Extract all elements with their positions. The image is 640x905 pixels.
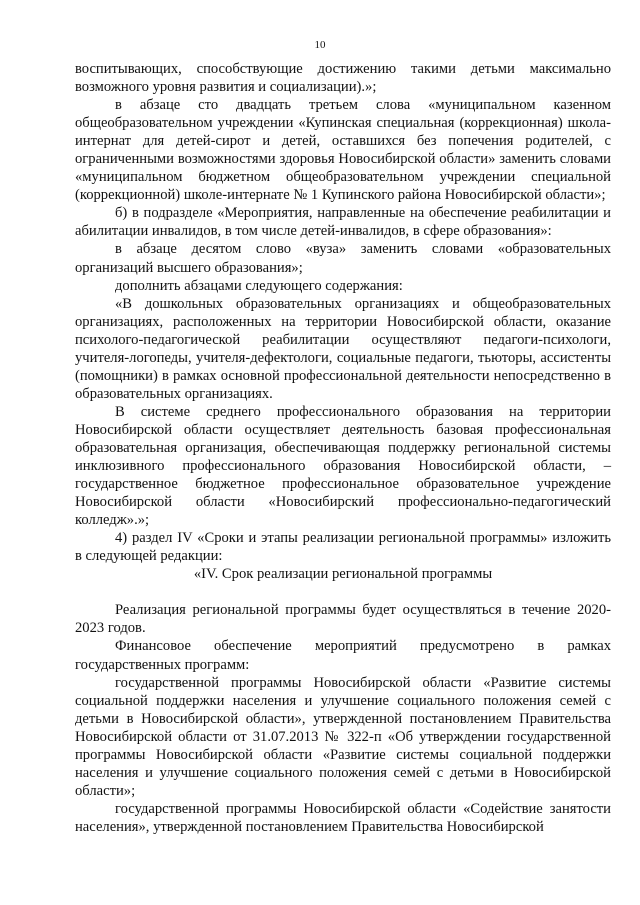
paragraph-8: 4) раздел IV «Сроки и этапы реализации региональной программы» изложить в следующей редакции: bbox=[75, 530, 611, 565]
page-number: 10 bbox=[314, 39, 326, 51]
document-body bbox=[75, 60, 611, 836]
paragraph-9: Реализация региональной программы будет осуществляться в течение 2020-2023 годов. bbox=[75, 602, 611, 637]
paragraph-7: В системе среднего профессионального образования на территории Новосибирской области осуществляет деятельность базовая профессиональная образовательная организация, обеспечивающая поддержку региональной системы инклюзивного профессионального образования Новосибирской области, – государственное бюджетное профессиональное образовательное учреждение Новосибирской области «Новосибирский профессионально-педагогический колледж».»; bbox=[75, 403, 611, 529]
paragraph-10: Финансовое обеспечение мероприятий предусмотрено в рамках государственных программ: bbox=[75, 638, 611, 673]
paragraph-3: б) в подразделе «Мероприятия, направленные на обеспечение реабилитации и абилитации инвалидов, в том числе детей-инвалидов, в сфере образования»: bbox=[75, 205, 611, 240]
paragraph-11: государственной программы Новосибирской области «Развитие системы социальной поддержки населения и улучшение социального положения семей с детьми в Новосибирской области», утвержденной постановлением Правительства Новосибирской области от 31.07.2013 № 322-п «Об утверждении государственной программы Новосибирской области «Развитие системы социальной поддержки населения и улучшение социального положения семей с детьми в Новосибирской области»; bbox=[75, 674, 611, 799]
paragraph-4: в абзаце десятом слово «вуза» заменить словами «образовательных организаций высшего образования»; bbox=[75, 241, 611, 276]
paragraph-6: «В дошкольных образовательных организациях и общеобразовательных организациях, расположенных на территории Новосибирской области, оказание психолого-педагогической реабилитации осуществляют педагоги-психологи, учителя-логопеды, учителя-дефектологи, социальные педагоги, тьюторы, ассистенты (помощники) в рамках основной профессиональной деятельности непосредственно в образовательных организациях. bbox=[75, 295, 611, 402]
paragraph-5: дополнить абзацами следующего содержания: bbox=[115, 277, 403, 294]
paragraph-2: в абзаце сто двадцать третьем слова «муниципальном казенном общеобразовательном учреждении «Купинская специальная (коррекционная) школа-интернат для детей-сирот и детей, оставшихся без попечения родителей, с ограниченными возможностями здоровья Новосибирской области» заменить словами «муниципальном бюджетном общеобразовательном учреждении специальной (коррекционной) школе-интернате № 1 Купинского района Новосибирской области»; bbox=[75, 97, 611, 204]
section-heading: «IV. Срок реализации региональной программы bbox=[193, 566, 493, 583]
paragraph-1-continuation: воспитывающих, способствующие достижению такими детьми максимально возможного уровня развития и социализации).»; bbox=[75, 61, 611, 96]
paragraph-12: государственной программы Новосибирской области «Содействие занятости населения», утвержденной постановлением Правительства Новосибирской bbox=[75, 800, 611, 835]
